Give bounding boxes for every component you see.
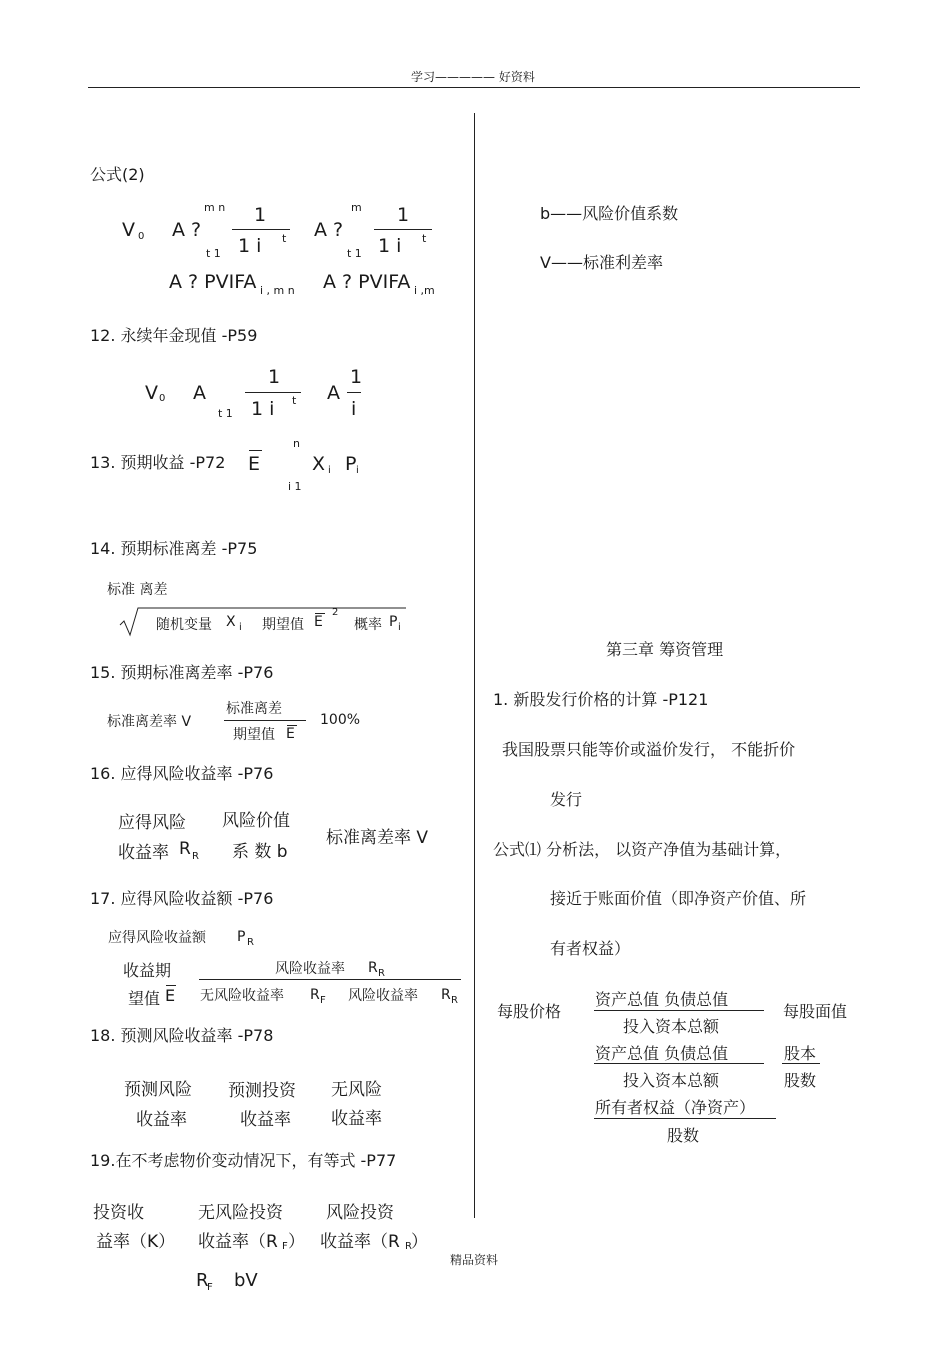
fraction-numerator-2: 1: [397, 204, 410, 226]
fraction-3-denominator: 股数: [667, 1126, 700, 1145]
risk-free-subscript: F: [282, 1241, 288, 1252]
risk-free-return-label-line2: 收益率（R: [198, 1232, 278, 1252]
share-capital-bar: [782, 1063, 820, 1064]
formula-1-description-line2: 接近于账面价值（即净资产价值、所: [550, 889, 807, 908]
v-definition: V——标准利差率: [540, 253, 663, 272]
sum-upper: n: [293, 437, 300, 450]
header-rule: [88, 87, 860, 88]
section-13-title: 13. 预期收益 -P72: [90, 453, 226, 472]
sum-lower: t 1: [218, 407, 233, 420]
a-symbol: A: [193, 382, 206, 404]
predicted-investment-label-line1: 预测投资: [228, 1081, 296, 1101]
expected-value-symbol: E: [248, 453, 261, 475]
risk-return-label-line1: 风险投资: [326, 1203, 394, 1223]
section-15-title: 15. 预期标准离差率 -P76: [90, 663, 274, 682]
fraction-bar: [245, 392, 301, 393]
fraction-2-denominator: 投入资本总额: [623, 1071, 720, 1090]
exponent-2: t: [422, 232, 427, 245]
fraction-1-denominator: 投入资本总额: [623, 1017, 720, 1036]
chapter-title: 第三章 筹资管理: [606, 640, 724, 659]
fraction-denominator: 1 i: [251, 398, 275, 420]
expected-return-label-line2: 望值: [128, 989, 161, 1008]
expected-value-label: 期望值: [262, 617, 304, 633]
par-value-term: 每股面值: [783, 1002, 848, 1021]
fraction-2-numerator: 资产总值 负债总值: [595, 1044, 729, 1063]
std-deviation-label: 标准 离差: [107, 582, 168, 598]
numerator-r: R: [368, 960, 378, 976]
fraction-denominator: 期望值: [233, 727, 275, 743]
page-footer: 精品资料: [450, 1253, 499, 1267]
exponent-1: t: [282, 232, 287, 245]
fraction-1-bar: [594, 1010, 764, 1011]
risk-r-subscript: R: [451, 995, 458, 1006]
formula-2-label: 公式(2): [90, 165, 145, 184]
probability-label: 概率: [354, 617, 382, 633]
required-risk-amount-label: 应得风险收益额: [108, 930, 206, 946]
investment-return-label-line2: 益率（K）: [96, 1232, 176, 1252]
b-definition: b——风险价值系数: [540, 204, 679, 223]
section-14-title: 14. 预期标准离差 -P75: [90, 539, 258, 558]
r-symbol: R: [179, 839, 191, 859]
sum-lower-2: t 1: [347, 247, 362, 260]
numerator-r-subscript: R: [378, 968, 385, 979]
fraction-bar-2: [374, 229, 432, 230]
sum-lower: i 1: [288, 480, 302, 493]
risk-free-rate-label: 无风险收益率: [200, 988, 284, 1004]
exponent: t: [292, 394, 297, 407]
section-12-title: 12. 永续年金现值 -P59: [90, 326, 258, 345]
pvifa-term-1: A ? PVIFA: [169, 271, 257, 293]
p-symbol: P: [389, 614, 398, 630]
fraction-bar: [224, 720, 306, 721]
share-price-lhs: 每股价格: [497, 1002, 562, 1021]
sum-upper-2: m: [351, 201, 362, 214]
p-subscript: R: [247, 937, 254, 948]
simple-fraction-denominator: i: [351, 398, 357, 420]
risk-free-r: R: [310, 987, 320, 1003]
fraction-3-bar: [594, 1118, 776, 1119]
rf-symbol: R: [196, 1270, 209, 1291]
percent-factor: 100%: [320, 712, 361, 728]
risk-r: R: [441, 987, 451, 1003]
section-17-title: 17. 应得风险收益额 -P76: [90, 889, 274, 908]
rf-subscript: F: [207, 1282, 213, 1293]
simple-fraction-numerator: 1: [350, 366, 363, 388]
random-variable-label: 随机变量: [156, 617, 212, 633]
fraction-denominator-2: 1 i: [378, 235, 402, 257]
fraction-numerator: 风险收益率: [275, 961, 345, 977]
a-symbol-2: A ?: [314, 219, 344, 241]
v0-symbol: V: [122, 219, 135, 241]
x-subscript: i: [328, 465, 331, 476]
risk-free-r-subscript: F: [320, 995, 326, 1006]
fraction-1-numerator: 资产总值 负债总值: [595, 990, 729, 1009]
v0-subscript: 0: [159, 393, 166, 404]
risk-close-paren: ）: [411, 1232, 428, 1252]
risk-subscript: R: [405, 1241, 412, 1252]
e-symbol: E: [165, 986, 176, 1005]
formula-1-description-line1: 公式⑴ 分析法， 以资产净值为基础计算，: [493, 840, 792, 859]
r-subscript: R: [192, 851, 199, 862]
e-bar-overline: [249, 450, 262, 451]
page-header: 学习————— 好资料: [411, 70, 535, 84]
fraction-numerator: 1: [268, 366, 281, 388]
required-risk-label-line2: 收益率: [118, 843, 169, 863]
fraction-numerator-1: 1: [254, 204, 267, 226]
fraction-2-bar: [594, 1063, 764, 1064]
v0-symbol: V: [145, 382, 158, 404]
std-deviation-rate-lhs: 标准离差率 V: [107, 714, 192, 730]
std-deviation-rate-term: 标准离差率 V: [326, 828, 429, 848]
fraction-bar-1: [232, 229, 290, 230]
risk-value-label-line1: 风险价值: [222, 811, 290, 831]
p-symbol: P: [237, 929, 246, 945]
predicted-risk-label-line2: 收益率: [136, 1110, 187, 1130]
x-subscript: i: [239, 622, 242, 633]
section-16-title: 16. 应得风险收益率 -P76: [90, 764, 274, 783]
fraction-numerator: 标准离差: [226, 701, 282, 717]
square-exponent: 2: [332, 607, 339, 618]
section-1-paragraph-line2: 发行: [550, 790, 583, 809]
v0-subscript: 0: [138, 231, 145, 242]
predicted-investment-label-line2: 收益率: [240, 1110, 291, 1130]
risk-free-close-paren: ）: [288, 1232, 305, 1252]
e-symbol: E: [314, 614, 323, 630]
expected-return-label-line1: 收益期: [123, 961, 172, 980]
risk-free-label-line1: 无风险: [331, 1080, 382, 1100]
pvifa-term-2: A ? PVIFA: [323, 271, 411, 293]
risk-free-return-label-line1: 无风险投资: [198, 1203, 283, 1223]
sum-upper-1: m n: [204, 201, 226, 214]
investment-return-label-line1: 投资收: [93, 1203, 144, 1223]
risk-free-label-line2: 收益率: [331, 1109, 382, 1129]
predicted-risk-label-line1: 预测风险: [124, 1080, 192, 1100]
section-1-title: 1. 新股发行价格的计算 -P121: [493, 690, 709, 709]
fraction-denominator-1: 1 i: [238, 235, 262, 257]
risk-return-label-line2: 收益率（R: [320, 1232, 400, 1252]
share-capital-numerator: 股本: [784, 1044, 817, 1063]
p-subscript: i: [356, 465, 359, 476]
section-19-title: 19.在不考虑物价变动情况下，有等式 -P77: [90, 1151, 397, 1170]
fraction-3-numerator: 所有者权益（净资产）: [595, 1098, 756, 1117]
pvifa-subscript-1: i , m n: [260, 284, 295, 297]
formula-1-description-line3: 有者权益）: [550, 939, 631, 958]
column-divider: [474, 113, 475, 1218]
required-risk-label-line1: 应得风险: [118, 813, 186, 833]
share-count-denominator: 股数: [784, 1071, 817, 1090]
a-symbol-2: A: [327, 382, 340, 404]
x-symbol: X: [312, 453, 326, 475]
x-symbol: X: [226, 614, 236, 630]
risk-value-label-line2: 系 数 b: [232, 842, 288, 862]
sum-lower-1: t 1: [206, 247, 221, 260]
bv-term: bV: [234, 1270, 258, 1291]
p-symbol: P: [345, 453, 357, 475]
simple-fraction-bar: [347, 392, 361, 393]
section-1-paragraph-line1: 我国股票只能等价或溢价发行， 不能折价: [502, 740, 796, 759]
fraction-bar: [199, 979, 461, 980]
pvifa-subscript-2: i ,m: [414, 284, 435, 297]
e-symbol: E: [286, 726, 295, 742]
risk-rate-label: 风险收益率: [348, 988, 418, 1004]
p-subscript: i: [398, 622, 401, 633]
a-symbol-1: A ?: [172, 219, 202, 241]
section-18-title: 18. 预测风险收益率 -P78: [90, 1026, 274, 1045]
